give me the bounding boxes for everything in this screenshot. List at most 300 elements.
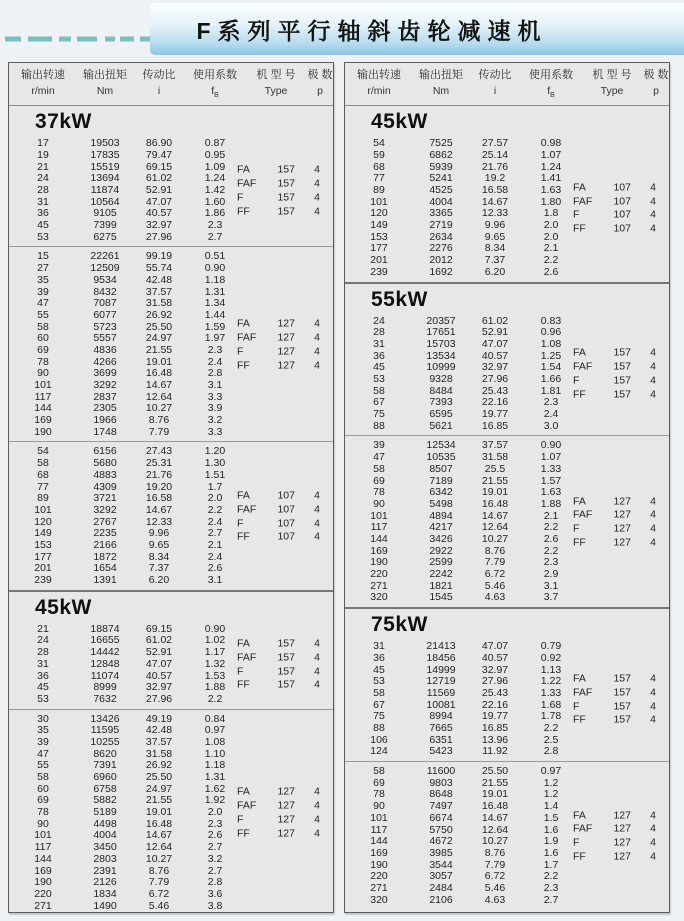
spec-row xyxy=(9,149,333,161)
torque-cell: 11595 xyxy=(90,724,120,737)
torque-cell: 1692 xyxy=(429,265,453,278)
spec-row xyxy=(9,574,333,586)
speed-cell: 58 xyxy=(373,384,385,397)
torque-cell: 6342 xyxy=(429,486,453,499)
type-prefix: F xyxy=(237,516,244,529)
type-size: 127 xyxy=(277,331,295,344)
speed-cell: 117 xyxy=(370,823,388,836)
type-prefix: FA xyxy=(237,637,250,650)
service-factor-cell: 0.51 xyxy=(204,250,226,263)
pole-count: 4 xyxy=(314,205,320,218)
ratio-cell: 26.92 xyxy=(145,308,173,321)
spec-row xyxy=(9,379,333,391)
spec-row xyxy=(345,556,669,568)
type-size: 157 xyxy=(277,177,295,190)
pole-count: 4 xyxy=(650,522,656,535)
pole-count: 4 xyxy=(650,495,656,508)
speed-cell: 45 xyxy=(373,663,385,676)
torque-cell: 7497 xyxy=(429,800,453,813)
torque-cell: 8648 xyxy=(429,788,453,801)
spec-row xyxy=(9,402,333,414)
speed-cell: 106 xyxy=(370,733,388,746)
service-factor-cell: 1.18 xyxy=(204,273,226,286)
torque-cell: 1834 xyxy=(93,887,117,900)
speed-cell: 190 xyxy=(370,858,388,871)
speed-cell: 28 xyxy=(373,326,385,339)
speed-cell: 120 xyxy=(370,207,388,220)
speed-cell: 45 xyxy=(37,681,49,694)
torque-cell: 1490 xyxy=(93,899,117,912)
service-factor-cell: 0.96 xyxy=(540,326,562,339)
type-row xyxy=(571,536,665,550)
speed-cell: 88 xyxy=(373,419,385,432)
service-factor-cell: 2.0 xyxy=(207,492,223,505)
type-size: 127 xyxy=(277,785,295,798)
speed-cell: 77 xyxy=(373,172,385,185)
ratio-cell: 22.16 xyxy=(481,396,509,409)
type-prefix: FF xyxy=(573,850,586,863)
spec-table-left xyxy=(8,62,334,913)
type-size: 107 xyxy=(277,530,295,543)
type-row xyxy=(235,502,329,516)
spec-row xyxy=(345,765,669,777)
ratio-cell: 9.96 xyxy=(484,219,506,232)
ratio-cell: 12.64 xyxy=(481,823,509,836)
speed-cell: 177 xyxy=(370,242,388,255)
type-size: 107 xyxy=(613,222,631,235)
service-factor-cell: 1.30 xyxy=(204,457,226,470)
torque-cell: 5621 xyxy=(429,419,453,432)
pole-count: 4 xyxy=(314,317,320,330)
torque-cell: 1391 xyxy=(93,574,117,587)
type-row xyxy=(571,685,665,699)
speed-cell: 67 xyxy=(373,396,385,409)
type-prefix: FA xyxy=(573,809,586,821)
pole-count: 4 xyxy=(314,651,320,664)
torque-cell: 4894 xyxy=(429,509,453,522)
service-factor-cell: 2.0 xyxy=(543,230,559,243)
torque-cell: 6351 xyxy=(429,733,453,746)
ratio-cell: 27.57 xyxy=(481,137,509,150)
type-row xyxy=(235,650,329,664)
torque-cell: 3721 xyxy=(93,492,117,505)
spec-row xyxy=(345,266,669,278)
service-factor-cell: 1.25 xyxy=(540,349,562,362)
torque-cell: 13694 xyxy=(90,172,120,185)
type-row xyxy=(571,836,665,850)
ratio-cell: 40.57 xyxy=(145,207,173,220)
service-factor-cell: 1.08 xyxy=(204,735,226,748)
col-header-type: 机 型 号 Type xyxy=(592,69,632,97)
torque-cell: 3292 xyxy=(93,503,117,516)
service-factor-cell: 1.63 xyxy=(540,184,562,197)
speed-cell: 124 xyxy=(370,745,388,758)
service-factor-cell: 2.3 xyxy=(207,343,223,356)
ratio-cell: 7.37 xyxy=(484,254,506,267)
torque-cell: 4217 xyxy=(429,521,453,534)
speed-cell: 31 xyxy=(37,195,49,208)
type-list xyxy=(571,180,665,235)
torque-cell: 7399 xyxy=(93,219,117,232)
service-factor-cell: 2.3 xyxy=(543,556,559,569)
torque-cell: 14442 xyxy=(90,646,120,659)
spec-row xyxy=(9,219,333,231)
service-factor-cell: 1.8 xyxy=(543,207,559,220)
spec-tables xyxy=(8,62,672,915)
speed-cell: 149 xyxy=(370,219,388,232)
page-title: F系列平行轴斜齿轮减速机 xyxy=(196,17,548,44)
torque-cell: 2837 xyxy=(93,390,117,403)
type-prefix: FA xyxy=(237,163,250,176)
service-factor-cell: 0.87 xyxy=(204,137,226,150)
speed-cell: 117 xyxy=(34,841,52,854)
service-factor-cell: 1.07 xyxy=(540,148,562,161)
type-prefix: FF xyxy=(237,530,250,543)
type-size: 157 xyxy=(277,678,295,691)
torque-cell: 5723 xyxy=(93,320,117,333)
ratio-cell: 52.91 xyxy=(145,646,173,659)
spec-row xyxy=(9,841,333,853)
torque-cell: 8620 xyxy=(93,747,117,760)
service-factor-cell: 0.90 xyxy=(204,622,226,635)
type-row xyxy=(571,672,665,686)
torque-cell: 17835 xyxy=(90,148,120,161)
spec-row xyxy=(345,161,669,173)
torque-cell: 3544 xyxy=(429,858,453,871)
speed-cell: 75 xyxy=(373,710,385,723)
service-factor-cell: 1.81 xyxy=(540,384,562,397)
service-factor-cell: 2.4 xyxy=(207,355,223,368)
power-section-45kW xyxy=(345,106,669,281)
service-factor-cell: 0.97 xyxy=(540,765,562,778)
torque-cell: 5680 xyxy=(93,457,117,470)
torque-cell: 2235 xyxy=(93,527,117,540)
col-header-torque: 输出扭矩 Nm xyxy=(83,69,127,97)
ratio-cell: 16.48 xyxy=(145,817,173,830)
ratio-cell: 14.67 xyxy=(145,379,173,392)
service-factor-cell: 1.18 xyxy=(204,759,226,772)
type-list xyxy=(235,785,329,840)
torque-cell: 4004 xyxy=(93,829,117,842)
ratio-cell: 21.76 xyxy=(481,160,509,173)
col-header-service-factor: 使用系数 $f_B$ xyxy=(529,69,573,100)
torque-cell: 1545 xyxy=(429,591,453,604)
torque-cell: 7525 xyxy=(429,137,453,150)
service-factor-cell: 3.1 xyxy=(543,579,559,592)
torque-cell: 2767 xyxy=(93,515,117,528)
ratio-cell: 12.33 xyxy=(481,207,509,220)
type-row xyxy=(235,204,329,218)
ratio-cell: 16.85 xyxy=(481,722,509,735)
service-factor-cell: 1.17 xyxy=(204,646,226,659)
type-prefix: F xyxy=(573,374,580,387)
power-section-45kW xyxy=(9,590,333,913)
speed-cell: 320 xyxy=(370,893,388,906)
type-row xyxy=(571,360,665,374)
spec-row xyxy=(9,414,333,426)
type-list xyxy=(571,346,665,401)
data-block xyxy=(9,246,333,441)
speed-cell: 31 xyxy=(37,657,49,670)
ratio-cell: 42.48 xyxy=(145,273,173,286)
speed-cell: 21 xyxy=(37,622,49,635)
speed-cell: 69 xyxy=(37,794,49,807)
torque-cell: 9105 xyxy=(93,207,117,220)
spec-row xyxy=(9,853,333,865)
service-factor-cell: 2.3 xyxy=(543,881,559,894)
type-prefix: FF xyxy=(573,536,586,549)
pole-count: 4 xyxy=(314,813,320,826)
type-size: 157 xyxy=(613,700,631,713)
torque-cell: 3426 xyxy=(429,532,453,545)
torque-cell: 2106 xyxy=(429,893,453,906)
type-prefix: F xyxy=(237,191,244,204)
spec-row xyxy=(345,463,669,475)
type-size: 127 xyxy=(613,809,631,821)
ratio-cell: 25.50 xyxy=(145,771,173,784)
type-row xyxy=(571,508,665,522)
pole-count: 4 xyxy=(650,208,656,221)
service-factor-cell: 2.7 xyxy=(207,864,223,877)
ratio-cell: 14.67 xyxy=(481,509,509,522)
speed-cell: 90 xyxy=(37,367,49,380)
torque-cell: 8999 xyxy=(93,681,117,694)
pole-count: 4 xyxy=(314,345,320,358)
torque-cell: 4498 xyxy=(93,817,117,830)
service-factor-cell: 1.41 xyxy=(540,172,562,185)
service-factor-cell: 2.2 xyxy=(207,692,223,705)
service-factor-cell: 3.8 xyxy=(207,899,223,912)
pole-count: 4 xyxy=(650,822,656,835)
speed-cell: 27 xyxy=(37,262,49,275)
ratio-cell: 31.58 xyxy=(481,451,509,464)
service-factor-cell: 2.2 xyxy=(543,722,559,735)
torque-cell: 11569 xyxy=(426,686,456,699)
torque-cell: 6758 xyxy=(93,782,117,795)
pole-count: 4 xyxy=(314,530,320,543)
service-factor-cell: 2.4 xyxy=(543,408,559,421)
type-prefix: FAF xyxy=(573,360,593,373)
spec-row xyxy=(345,137,669,149)
speed-cell: 60 xyxy=(37,782,49,795)
service-factor-cell: 2.0 xyxy=(543,219,559,232)
service-factor-cell: 3.2 xyxy=(207,852,223,865)
speed-cell: 35 xyxy=(37,273,49,286)
torque-cell: 1821 xyxy=(429,579,453,592)
speed-cell: 78 xyxy=(373,486,385,499)
service-factor-cell: 1.10 xyxy=(204,747,226,760)
service-factor-cell: 1.4 xyxy=(543,800,559,813)
spec-row xyxy=(9,865,333,877)
section-title: 37kW xyxy=(35,110,92,134)
service-factor-cell: 1.88 xyxy=(540,497,562,510)
type-row xyxy=(235,331,329,345)
speed-cell: 53 xyxy=(37,230,49,243)
torque-cell: 2166 xyxy=(93,538,117,551)
type-row xyxy=(571,180,665,194)
service-factor-cell: 1.6 xyxy=(543,823,559,836)
type-row xyxy=(235,344,329,358)
spec-row xyxy=(9,445,333,457)
torque-cell: 10081 xyxy=(426,698,456,711)
speed-cell: 271 xyxy=(34,899,52,912)
service-factor-cell: 2.6 xyxy=(543,265,559,278)
type-size: 127 xyxy=(277,345,295,358)
speed-cell: 101 xyxy=(370,811,388,824)
speed-cell: 169 xyxy=(34,864,52,877)
torque-cell: 15703 xyxy=(426,337,456,350)
type-prefix: FF xyxy=(237,678,250,691)
pole-count: 4 xyxy=(314,489,320,502)
ratio-cell: 9.65 xyxy=(484,230,506,243)
speed-cell: 55 xyxy=(37,308,49,321)
type-row xyxy=(235,637,329,651)
type-size: 127 xyxy=(277,317,295,330)
ratio-cell: 25.50 xyxy=(145,320,173,333)
speed-cell: 169 xyxy=(34,414,52,427)
type-prefix: FAF xyxy=(573,822,593,835)
torque-cell: 5189 xyxy=(93,806,117,819)
speed-cell: 54 xyxy=(373,137,385,150)
ratio-cell: 40.57 xyxy=(481,349,509,362)
spec-row xyxy=(9,286,333,298)
ratio-cell: 7.79 xyxy=(148,425,170,438)
type-prefix: FA xyxy=(237,317,250,330)
type-prefix: F xyxy=(573,700,580,713)
torque-cell: 8432 xyxy=(93,285,117,298)
speed-cell: 101 xyxy=(370,195,388,208)
speed-cell: 190 xyxy=(34,876,52,889)
service-factor-cell: 1.08 xyxy=(540,337,562,350)
torque-cell: 5939 xyxy=(429,160,453,173)
torque-cell: 3699 xyxy=(93,367,117,380)
ratio-cell: 16.58 xyxy=(145,492,173,505)
torque-cell: 1966 xyxy=(93,414,117,427)
ratio-cell: 10.27 xyxy=(481,835,509,848)
service-factor-cell: 1.24 xyxy=(204,172,226,185)
service-factor-cell: 2.7 xyxy=(543,893,559,906)
type-size: 107 xyxy=(277,503,295,516)
pole-count: 4 xyxy=(314,637,320,650)
ratio-cell: 14.67 xyxy=(145,503,173,516)
torque-cell: 4525 xyxy=(429,184,453,197)
type-prefix: FAF xyxy=(237,651,257,664)
torque-cell: 12848 xyxy=(90,657,120,670)
type-row xyxy=(235,785,329,799)
speed-cell: 45 xyxy=(37,219,49,232)
torque-cell: 19503 xyxy=(90,137,120,150)
pole-count: 4 xyxy=(650,686,656,699)
spec-row xyxy=(9,137,333,149)
type-prefix: FF xyxy=(237,827,250,840)
pole-count: 4 xyxy=(314,503,320,516)
speed-cell: 220 xyxy=(370,870,388,883)
spec-row xyxy=(9,623,333,635)
speed-cell: 271 xyxy=(370,579,388,592)
col-header-ratio: 传动比 i xyxy=(142,69,176,97)
speed-cell: 68 xyxy=(373,160,385,173)
service-factor-cell: 1.31 xyxy=(204,771,226,784)
type-size: 127 xyxy=(613,495,631,508)
ratio-cell: 22.16 xyxy=(481,698,509,711)
speed-cell: 45 xyxy=(373,361,385,374)
type-row xyxy=(571,808,665,822)
torque-cell: 4266 xyxy=(93,355,117,368)
torque-cell: 2719 xyxy=(429,219,453,232)
speed-cell: 58 xyxy=(373,462,385,475)
pole-count: 4 xyxy=(650,508,656,521)
type-size: 127 xyxy=(613,836,631,849)
speed-cell: 78 xyxy=(37,355,49,368)
service-factor-cell: 0.92 xyxy=(540,651,562,664)
ratio-cell: 11.92 xyxy=(482,745,508,758)
type-prefix: F xyxy=(237,813,244,826)
ratio-cell: 21.55 xyxy=(481,474,509,487)
ratio-cell: 52.91 xyxy=(145,184,173,197)
torque-cell: 5423 xyxy=(429,745,453,758)
service-factor-cell: 2.5 xyxy=(543,733,559,746)
type-size: 127 xyxy=(277,799,295,812)
speed-cell: 19 xyxy=(37,148,49,161)
torque-cell: 22261 xyxy=(90,250,120,263)
pole-count: 4 xyxy=(314,163,320,176)
service-factor-cell: 2.3 xyxy=(207,817,223,830)
speed-cell: 24 xyxy=(37,172,49,185)
type-size: 107 xyxy=(277,489,295,502)
title-band xyxy=(150,3,684,55)
speed-cell: 89 xyxy=(37,492,49,505)
type-prefix: FF xyxy=(237,205,250,218)
ratio-cell: 8.76 xyxy=(484,544,506,557)
spec-row xyxy=(9,457,333,469)
torque-cell: 4836 xyxy=(93,343,117,356)
ratio-cell: 14.67 xyxy=(481,195,509,208)
spec-row xyxy=(9,876,333,888)
spec-row xyxy=(345,149,669,161)
type-size: 157 xyxy=(613,374,631,387)
service-factor-cell: 1.9 xyxy=(543,835,559,848)
pole-count: 4 xyxy=(314,827,320,840)
type-row xyxy=(571,387,665,401)
service-factor-cell: 1.62 xyxy=(204,782,226,795)
type-size: 127 xyxy=(277,813,295,826)
torque-cell: 9534 xyxy=(93,273,117,286)
torque-cell: 21413 xyxy=(426,640,456,653)
spec-row xyxy=(345,326,669,338)
ratio-cell: 14.67 xyxy=(145,829,173,842)
spec-row xyxy=(9,713,333,725)
service-factor-cell: 2.1 xyxy=(543,509,559,522)
service-factor-cell: 1.44 xyxy=(204,308,226,321)
ratio-cell: 61.02 xyxy=(481,314,509,327)
torque-cell: 5498 xyxy=(429,497,453,510)
service-factor-cell: 1.2 xyxy=(543,788,559,801)
type-row xyxy=(235,812,329,826)
speed-cell: 35 xyxy=(37,724,49,737)
torque-cell: 6275 xyxy=(93,230,117,243)
table-body-right xyxy=(345,106,669,909)
speed-cell: 220 xyxy=(370,568,388,581)
type-row xyxy=(235,799,329,813)
speed-cell: 55 xyxy=(37,759,49,772)
torque-cell: 3365 xyxy=(429,207,453,220)
speed-cell: 30 xyxy=(37,712,49,725)
spec-row xyxy=(345,777,669,789)
speed-cell: 58 xyxy=(373,765,385,778)
torque-cell: 2242 xyxy=(429,568,453,581)
ratio-cell: 27.43 xyxy=(145,445,173,458)
ratio-cell: 16.85 xyxy=(481,419,509,432)
